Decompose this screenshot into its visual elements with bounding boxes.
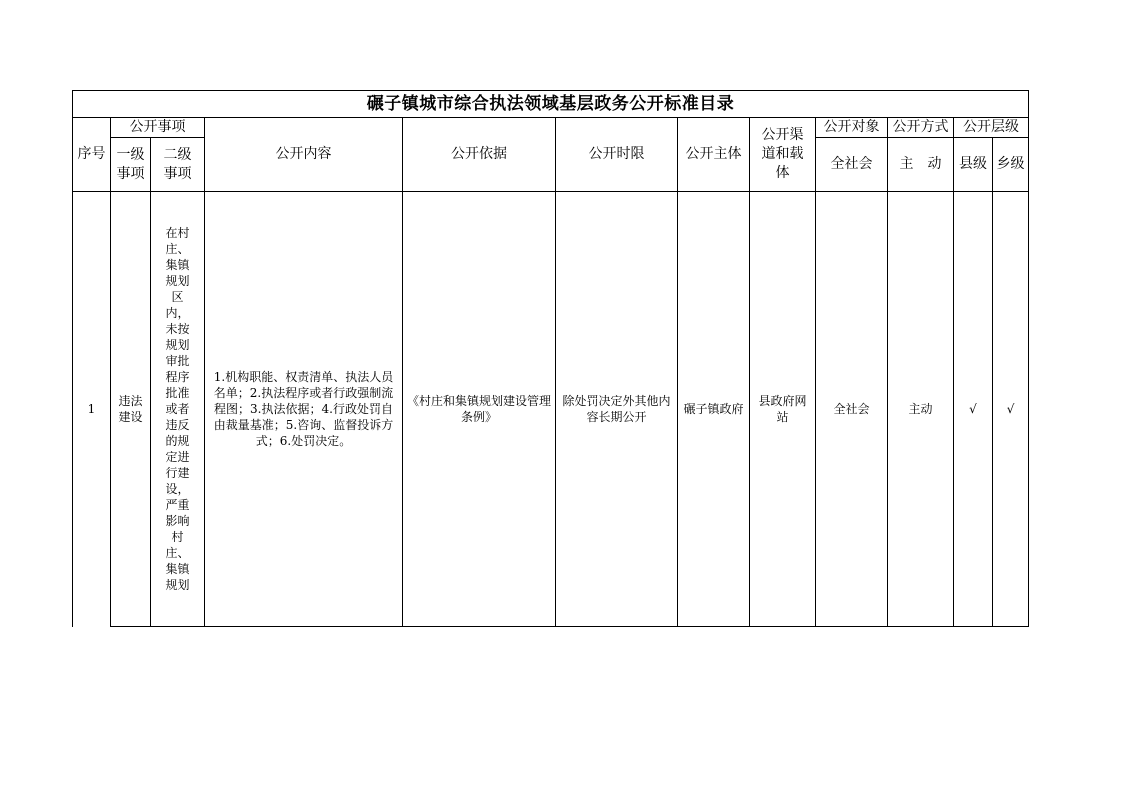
header-method: 公开方式 — [888, 118, 954, 138]
header-method-active: 主 动 — [888, 138, 954, 192]
header-basis: 公开依据 — [403, 118, 556, 192]
cell-target: 全社会 — [816, 192, 888, 627]
cell-method: 主动 — [888, 192, 954, 627]
cell-seq: 1 — [73, 192, 111, 627]
header-content: 公开内容 — [205, 118, 403, 192]
cell-basis: 《村庄和集镇规划建设管理条例》 — [403, 192, 556, 627]
header-subject: 公开主体 — [678, 118, 750, 192]
catalog-table — [72, 90, 1029, 627]
table-row — [73, 192, 1029, 627]
cell-content: 1.机构职能、权责清单、执法人员名单；2.执法程序或者行政强制流程图；3.执法依据；4.行政处罚自由裁量基准；5.咨询、监督投诉方式；6.处罚决定。 — [205, 192, 403, 627]
header-seq: 序号 — [73, 118, 111, 192]
cell-subject: 碾子镇政府 — [678, 192, 750, 627]
header-target-all: 全社会 — [816, 138, 888, 192]
header-town: 乡级 — [993, 138, 1029, 192]
header-level1: 一级 事项 — [111, 138, 151, 192]
header-level2: 二级 事项 — [151, 138, 205, 192]
header-time-limit: 公开时限 — [556, 118, 678, 192]
cell-time-limit: 除处罚决定外其他内容长期公开 — [556, 192, 678, 627]
header-county: 县级 — [954, 138, 993, 192]
header-channel: 公开渠道和载体 — [750, 118, 816, 192]
header-target: 公开对象 — [816, 118, 888, 138]
cell-town: √ — [993, 192, 1029, 627]
cell-level1: 违法建设 — [111, 192, 151, 627]
cell-channel: 县政府网站 — [750, 192, 816, 627]
header-layer: 公开层级 — [954, 118, 1029, 138]
cell-level2: 在村庄、集镇规划区内，未按规划审批程序批准或者违反的规定进行建设，严重影响村庄、集镇规划 — [151, 192, 205, 627]
table-title: 碾子镇城市综合执法领域基层政务公开标准目录 — [73, 91, 1029, 118]
catalog-sheet — [72, 90, 1028, 627]
header-matters: 公开事项 — [111, 118, 205, 138]
cell-county: √ — [954, 192, 993, 627]
